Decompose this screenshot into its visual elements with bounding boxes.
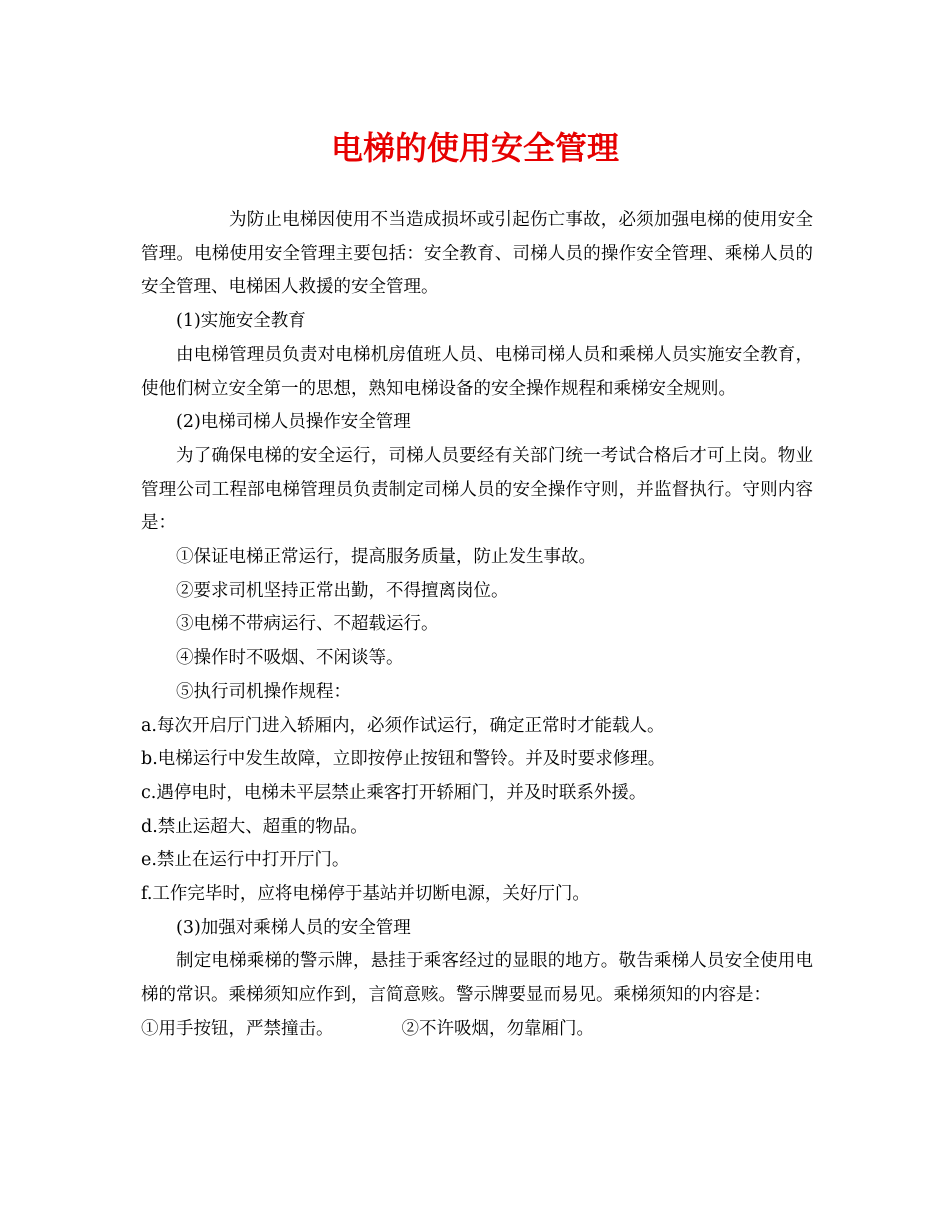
- notice-item: ①用手按钮，严禁撞击。: [141, 1018, 334, 1039]
- section-heading-1: (1)实施安全教育: [176, 311, 306, 332]
- rule-item: ⑤执行司机操作规程：: [176, 681, 351, 702]
- intro-paragraph: 为防止电梯因使用不当造成损坏或引起伤亡事故，必须加强电梯的使用安全管理。电梯使用安全管理主要包括：安全教育、司梯人员的操作安全管理、乘梯人员的安全管理、电梯困人救援的安全管理。: [141, 210, 813, 298]
- section-heading-2: (2)电梯司梯人员操作安全管理: [176, 412, 411, 433]
- section-heading-3: (3)加强对乘梯人员的安全管理: [176, 917, 411, 938]
- sub-rule-item: e.禁止在运行中打开厅门。: [141, 850, 350, 871]
- rule-item: ④操作时不吸烟、不闲谈等。: [176, 648, 404, 669]
- sub-rule-item: c.遇停电时，电梯未平层禁止乘客打开轿厢门，并及时联系外援。: [141, 782, 647, 803]
- sub-rule-item: f.工作完毕时，应将电梯停于基站并切断电源，关好厅门。: [141, 884, 590, 905]
- document-body: [141, 204, 813, 1047]
- sub-rule-item: b.电梯运行中发生故障，立即按停止按钮和警铃。并及时要求修理。: [141, 749, 666, 770]
- rule-item: ①保证电梯正常运行，提高服务质量，防止发生事故。: [176, 547, 596, 568]
- rule-item: ③电梯不带病运行、不超载运行。: [176, 614, 439, 635]
- rule-item: ②要求司机坚持正常出勤，不得擅离岗位。: [176, 580, 509, 601]
- notice-item: ②不许吸烟，勿靠厢门。: [401, 1018, 594, 1039]
- section-paragraph-2: 为了确保电梯的安全运行，司梯人员要经有关部门统一考试合格后才可上岗。物业管理公司工程部电梯管理员负责制定司梯人员的安全操作守则，并监督执行。守则内容是：: [141, 445, 813, 534]
- sub-rule-item: d.禁止运超大、超重的物品。: [141, 816, 368, 837]
- notice-row: [141, 1013, 813, 1047]
- section-paragraph-1: 由电梯管理员负责对电梯机房值班人员、电梯司梯人员和乘梯人员实施安全教育，使他们树立安全第一的思想，熟知电梯设备的安全操作规程和乘梯安全规则。: [141, 344, 813, 399]
- section-paragraph-3: 制定电梯乘梯的警示牌，悬挂于乘客经过的显眼的地方。敬告乘梯人员安全使用电梯的常识。乘梯须知应作到，言简意赅。警示牌要显而易见。乘梯须知的内容是：: [141, 951, 813, 1006]
- document-title: 电梯的使用安全管理: [330, 129, 619, 167]
- sub-rule-item: a.每次开启厅门进入轿厢内，必须作试运行，确定正常时才能载人。: [141, 715, 665, 736]
